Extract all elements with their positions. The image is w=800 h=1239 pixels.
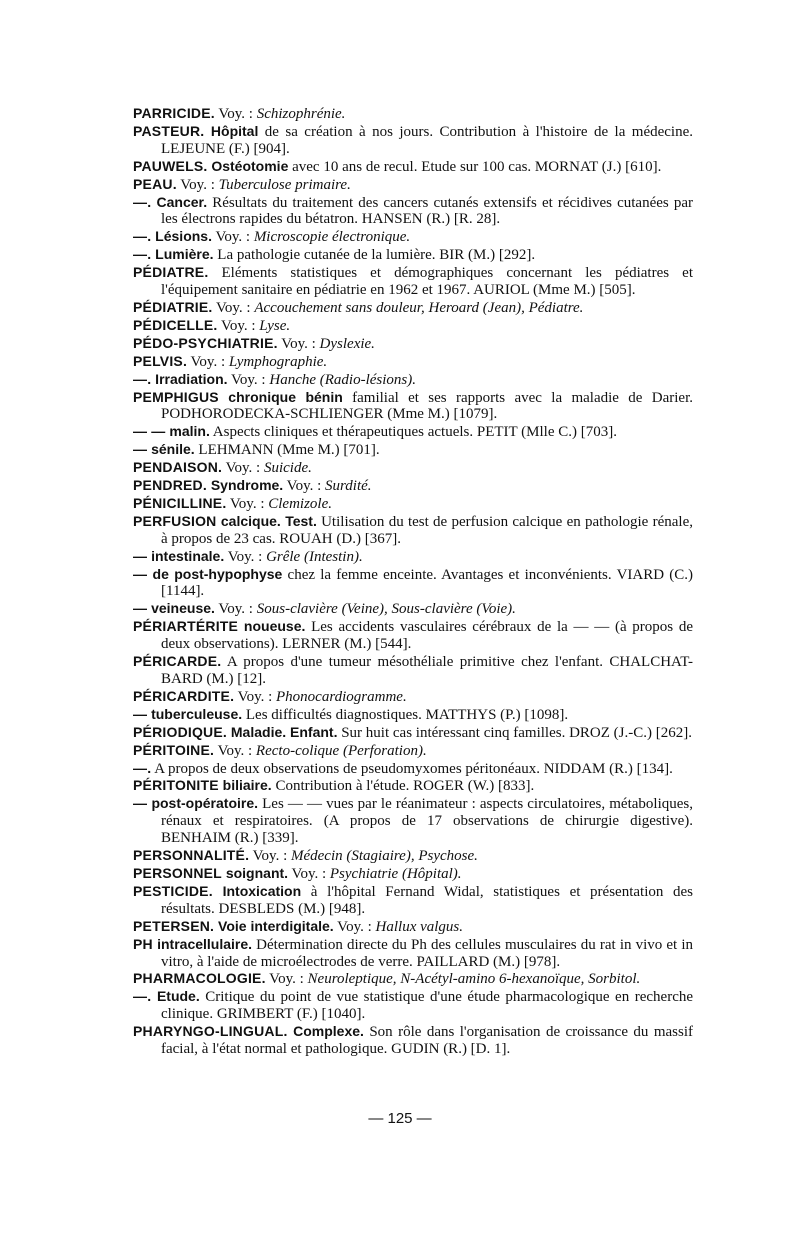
index-entry xyxy=(133,883,693,918)
entry-subheading: tuberculeuse. xyxy=(147,705,243,722)
index-entry xyxy=(133,441,693,459)
index-entry xyxy=(133,548,693,566)
entry-crossref: Recto-colique (Perforation). xyxy=(255,742,427,759)
index-entry xyxy=(133,988,693,1023)
entry-text: LEHMANN (Mme M.) [701]. xyxy=(194,442,380,459)
index-entry xyxy=(133,317,693,335)
entry-heading: PÉRITOINE. xyxy=(133,741,215,758)
index-entry xyxy=(133,777,693,795)
entry-subheading: veineuse. xyxy=(147,600,215,617)
entry-heading: PHARYNGO-LINGUAL. xyxy=(133,1023,288,1040)
entry-text: A propos de deux observations de pseudomyxomes péritonéaux. NIDDAM (R.) [134]. xyxy=(151,760,673,777)
entry-heading: PASTEUR. xyxy=(133,122,205,139)
entry-subheading: post-opératoire. xyxy=(147,795,259,812)
entry-heading: PÉRICARDITE. xyxy=(133,687,235,704)
entry-crossref: Sous-clavière (Veine), Sous-clavière (Voie). xyxy=(256,601,516,618)
index-entry xyxy=(133,123,693,158)
entry-heading: PERSONNEL xyxy=(133,864,222,881)
entry-text: Voy. : xyxy=(176,176,219,193)
entry-crossref: Grêle (Intestin). xyxy=(266,548,363,565)
entry-heading: PESTICIDE. xyxy=(133,882,213,899)
entry-text: Critique du point de vue statistique d'une étude pharmacologique en recherche clinique. GRIMBERT (F.) [1040]. xyxy=(161,989,694,1023)
index-entry xyxy=(133,618,693,653)
entry-crossref: Psychiatrie (Hôpital). xyxy=(329,865,462,882)
index-entry xyxy=(133,706,693,724)
entry-subheading: Hôpital xyxy=(204,122,259,139)
entry-subheading: intracellulaire. xyxy=(152,935,253,952)
entry-crossref: Schizophrénie. xyxy=(256,106,346,122)
entry-heading: PÉRITONITE xyxy=(133,777,219,794)
entry-subheading: soignant. xyxy=(221,864,289,881)
entry-heading: —. xyxy=(133,988,152,1005)
entry-heading: —. xyxy=(133,759,152,776)
entry-subheading: de post-hypophyse xyxy=(147,565,283,582)
entry-text: La pathologie cutanée de la lumière. BIR (M.) [292]. xyxy=(213,247,536,264)
entry-text: Voy. : xyxy=(333,918,376,935)
entry-text: Contribution à l'étude. ROGER (W.) [833]. xyxy=(271,778,535,795)
entry-text: Voy. : xyxy=(249,848,291,865)
index-entry xyxy=(133,1023,693,1058)
entry-crossref: Hanche (Radio-lésions). xyxy=(269,371,416,388)
entry-text: Résultats du traitement des cancers cutanés extensifs et récidives cutanées par les électrons rapides du bétatron. HANSEN (R.) [R. 28]. xyxy=(161,194,693,228)
entry-crossref: Neuroleptique, N-Acétyl-amino 6-hexanoïque, Sorbitol. xyxy=(307,971,641,988)
entry-text: Les accidents vasculaires cérébraux de la — — (à propos de deux observations). LERNER (M.) [544]. xyxy=(161,619,693,653)
entry-text: Voy. : xyxy=(277,335,320,352)
entry-heading: PEMPHIGUS xyxy=(133,388,219,405)
entry-subheading: biliaire. xyxy=(218,777,272,794)
entry-text: Son rôle dans l'organisation de croissance du massif facial, à l'état normal et pathologique. GUDIN (R.) [D. 1]. xyxy=(161,1024,693,1058)
index-entry xyxy=(133,760,693,778)
index-entry xyxy=(133,513,693,548)
entry-text: Utilisation du test de perfusion calcique en pathologie rénale, à propos de 23 cas. ROUAH (D.) [367]. xyxy=(161,513,693,547)
index-entry xyxy=(133,477,693,495)
index-entry xyxy=(133,936,693,971)
entry-text: Voy. : xyxy=(227,371,270,388)
entry-heading: PÉDICELLE. xyxy=(133,316,218,333)
index-entry xyxy=(133,176,693,194)
entry-text: Aspects cliniques et thérapeutiques actuels. PETIT (Mlle C.) [703]. xyxy=(209,424,617,441)
entry-heading: PHARMACOLOGIE. xyxy=(133,970,266,987)
index-entry xyxy=(133,795,693,847)
entry-heading: PAUWELS. xyxy=(133,157,208,174)
entry-heading: PÉDIATRE. xyxy=(133,264,209,281)
entry-crossref: Surdité. xyxy=(325,478,372,495)
entry-text: Voy. : xyxy=(217,317,260,334)
entry-crossref: Lyse. xyxy=(259,317,291,334)
entry-heading: PENDAISON. xyxy=(133,459,223,476)
entry-heading: PÉRIODIQUE. xyxy=(133,723,227,740)
entry-text: chez la femme enceinte. Avantages et inconvénients. VIARD (C.) [1144]. xyxy=(161,566,694,600)
index-entry xyxy=(133,724,693,742)
index-entry xyxy=(133,389,693,424)
entry-crossref: Phonocardiogramme. xyxy=(276,688,407,705)
entry-subheading: Complexe. xyxy=(287,1023,364,1040)
index-entry xyxy=(133,228,693,246)
entry-heading: PENDRED. xyxy=(133,477,207,494)
entry-heading: —. xyxy=(133,246,152,263)
index-entry xyxy=(133,246,693,264)
entry-heading: PEAU. xyxy=(133,175,177,192)
entry-text: Voy. : xyxy=(187,353,229,370)
entry-heading: — xyxy=(133,795,148,812)
entry-subheading: Maladie. Enfant. xyxy=(227,723,338,740)
entry-text: Voy. : xyxy=(226,495,269,512)
index-entry xyxy=(133,194,693,229)
index-entry xyxy=(133,105,693,123)
entry-subheading: calcique. Test. xyxy=(216,512,317,529)
entry-text: Voy. : xyxy=(234,688,277,705)
entry-text: Voy. : xyxy=(212,299,255,316)
index-entry xyxy=(133,299,693,317)
index-entry xyxy=(133,423,693,441)
entry-heading: PÉDIATRIE. xyxy=(133,298,213,315)
entry-heading: PETERSEN. xyxy=(133,917,215,934)
index-entry xyxy=(133,459,693,477)
entry-text: familial et ses rapports avec la maladie de Darier. PODHORODECKA-SCHLIENGER (Mme M.) [1079]. xyxy=(161,389,693,423)
entry-heading: PÉNICILLINE. xyxy=(133,494,227,511)
index-column xyxy=(133,105,693,1058)
entry-crossref: Médecin (Stagiaire), Psychose. xyxy=(291,848,478,865)
entry-text: de sa création à nos jours. Contribution à l'histoire de la médecine. LEJEUNE (F.) [904]. xyxy=(161,123,693,157)
entry-text: Voy. : xyxy=(214,106,257,122)
entry-subheading: Cancer. xyxy=(151,193,208,210)
entry-crossref: Suicide. xyxy=(263,460,312,477)
index-entry xyxy=(133,742,693,760)
index-entry xyxy=(133,335,693,353)
entry-heading: PELVIS. xyxy=(133,352,188,369)
entry-text: Les difficultés diagnostiques. MATTHYS (P.) [1098]. xyxy=(242,706,569,723)
entry-text: Voy. : xyxy=(265,971,308,988)
entry-text: A propos d'une tumeur mésothéliale primitive chez l'enfant. CHALCHAT-BARD (M.) [12]. xyxy=(161,654,693,687)
entry-text: Voy. : xyxy=(224,548,267,565)
index-entry xyxy=(133,353,693,371)
entry-text: Sur huit cas intéressant cinq familles. DROZ (J.-C.) [262]. xyxy=(337,724,692,741)
entry-heading: — — xyxy=(133,423,166,440)
index-entry xyxy=(133,865,693,883)
entry-crossref: Hallux valgus. xyxy=(375,918,464,935)
entry-heading: — xyxy=(133,565,148,582)
entry-heading: — xyxy=(133,600,148,617)
entry-heading: PÉRICARDE. xyxy=(133,653,222,670)
index-entry xyxy=(133,566,693,601)
entry-crossref: Clemizole. xyxy=(268,495,332,512)
entry-subheading: Intoxication xyxy=(212,882,302,899)
index-entry xyxy=(133,495,693,513)
entry-subheading: Syndrome. xyxy=(206,477,284,494)
index-entry xyxy=(133,847,693,865)
entry-crossref: Dyslexie. xyxy=(319,335,375,352)
entry-heading: PÉDO-PSYCHIATRIE. xyxy=(133,334,278,351)
entry-heading: PERSONNALITÉ. xyxy=(133,847,250,864)
entry-heading: PÉRIARTÉRITE xyxy=(133,618,239,635)
entry-text: Voy. : xyxy=(211,229,254,246)
index-entry xyxy=(133,600,693,618)
entry-subheading: Etude. xyxy=(151,988,200,1005)
entry-heading: —. xyxy=(133,193,152,210)
index-entry xyxy=(133,970,693,988)
index-entry xyxy=(133,918,693,936)
entry-text: Voy. : xyxy=(214,742,256,759)
index-entry xyxy=(133,158,693,176)
entry-text: Voy. : xyxy=(283,478,326,495)
index-entry xyxy=(133,688,693,706)
entry-subheading: chronique bénin xyxy=(218,388,343,405)
entry-heading: — xyxy=(133,441,148,458)
index-entry xyxy=(133,264,693,299)
index-entry xyxy=(133,653,693,688)
entry-text: Détermination directe du Ph des cellules musculaires du rat in vivo et in vitro, à l'aide de microélectrodes de verre. PAILLARD (M.) [978]. xyxy=(161,936,694,970)
entry-heading: PERFUSION xyxy=(133,512,217,529)
entry-crossref: Lymphographie. xyxy=(228,353,328,370)
page-number: — 125 — xyxy=(368,1110,432,1127)
entry-subheading: noueuse. xyxy=(238,618,306,635)
entry-text: Voy. : xyxy=(222,460,264,477)
entry-text: Eléments statistiques et démographiques concernant les pédiatres et l'équipement sanitaire en pédiatrie en 1962 et 1967. AURIOL (Mme M.) [505]. xyxy=(161,265,693,299)
entry-crossref: Accouchement sans douleur, Heroard (Jean), Pédiatre. xyxy=(254,299,584,316)
entry-subheading: Lésions. xyxy=(151,228,212,245)
entry-heading: PARRICIDE. xyxy=(133,105,215,121)
entry-subheading: Voie interdigitale. xyxy=(214,917,334,934)
entry-text: à l'hôpital Fernand Widal, statistiques et présentation des résultats. DESBLEDS (M.) [948]. xyxy=(161,883,693,917)
entry-subheading: Ostéotomie xyxy=(207,157,289,174)
entry-crossref: Tuberculose primaire. xyxy=(218,176,351,193)
entry-heading: — xyxy=(133,547,148,564)
entry-heading: — xyxy=(133,705,148,722)
entry-text: Les — — vues par le réanimateur : aspects circulatoires, métaboliques, rénaux et respiratoires. (A propos de 17 observations de chirurgie digestive). BENHAIM (R.) [339]. xyxy=(161,796,693,847)
entry-subheading: Lumière. xyxy=(151,246,214,263)
entry-text: Voy. : xyxy=(288,865,330,882)
entry-subheading: malin. xyxy=(165,423,210,440)
entry-heading: —. xyxy=(133,228,152,245)
entry-crossref: Microscopie électronique. xyxy=(253,229,411,246)
entry-heading: —. xyxy=(133,370,152,387)
entry-subheading: Irradiation. xyxy=(151,370,228,387)
index-entry xyxy=(133,371,693,389)
entry-subheading: intestinale. xyxy=(147,547,225,564)
entry-heading: PH xyxy=(133,935,153,952)
entry-text: avec 10 ans de recul. Etude sur 100 cas. MORNAT (J.) [610]. xyxy=(288,158,662,175)
entry-subheading: sénile. xyxy=(147,441,195,458)
entry-text: Voy. : xyxy=(214,601,257,618)
